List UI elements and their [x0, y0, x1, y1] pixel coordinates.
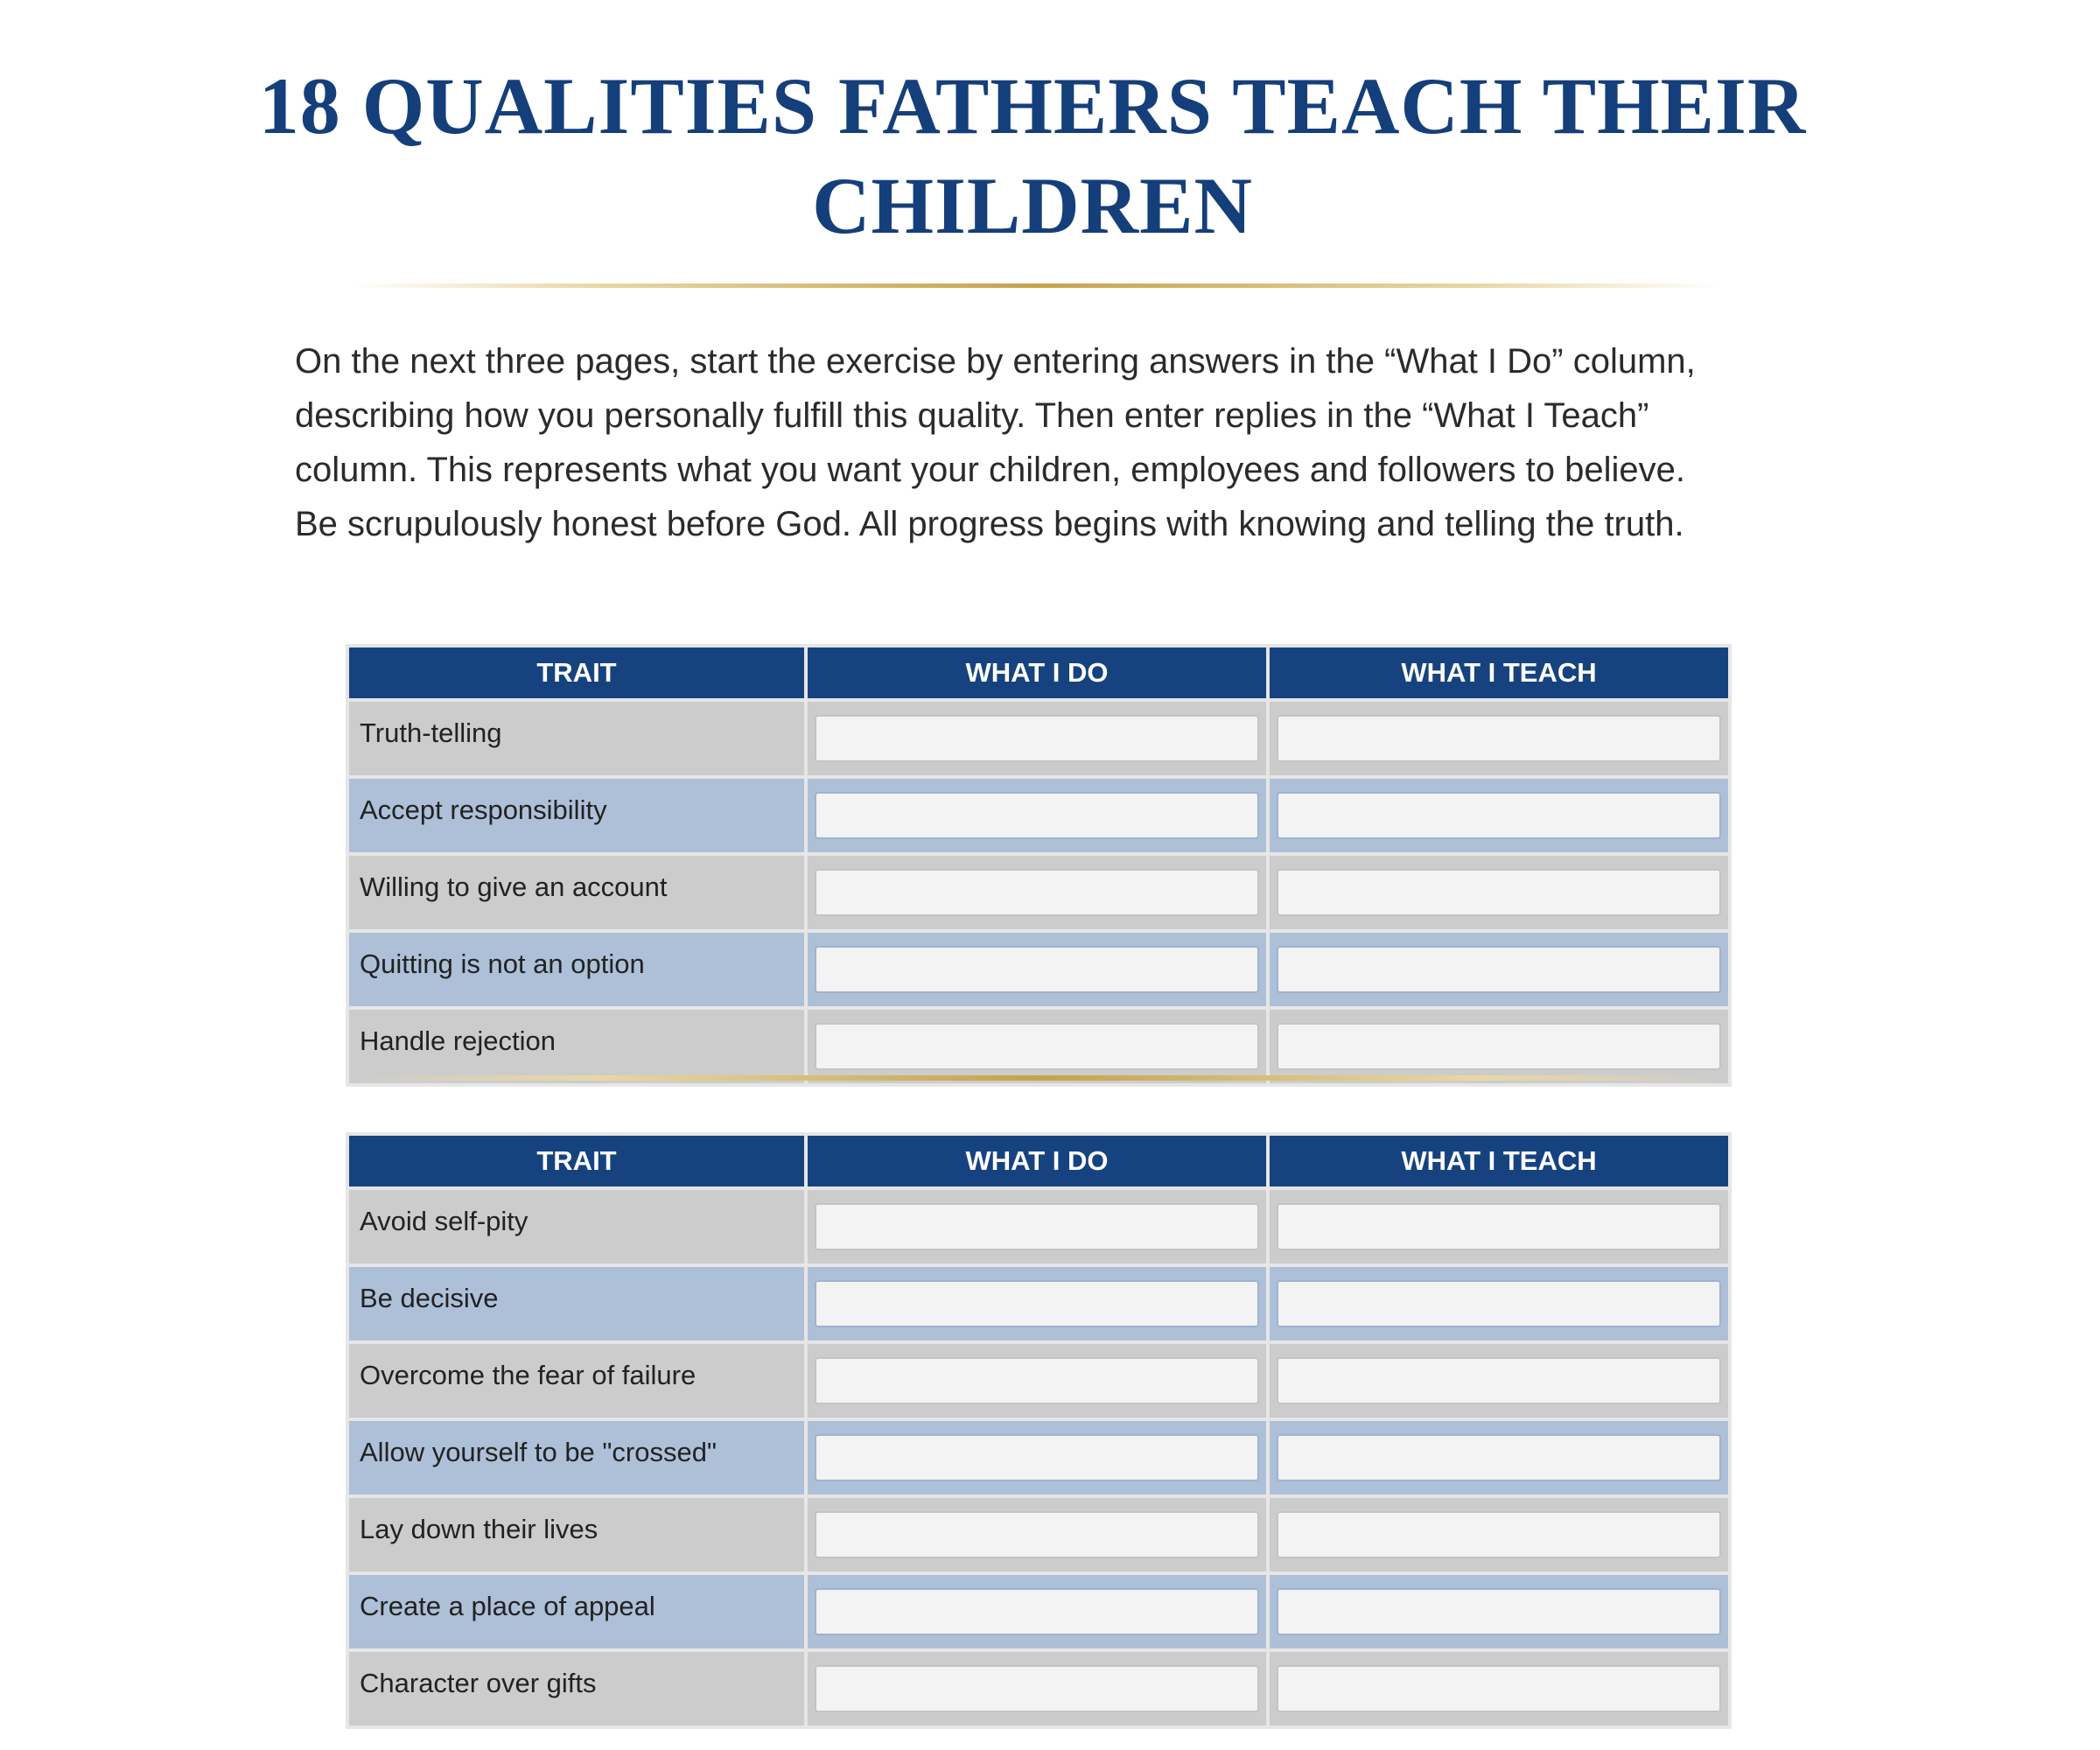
what-i-do-cell — [808, 1267, 1266, 1340]
table-row — [349, 1575, 1728, 1648]
what-i-do-cell — [808, 779, 1266, 852]
what-i-do-input[interactable] — [815, 1203, 1259, 1250]
what-i-teach-cell — [1270, 1498, 1728, 1572]
what-i-teach-cell — [1270, 1344, 1728, 1418]
what-i-do-input[interactable] — [815, 1280, 1259, 1327]
what-i-teach-cell — [1270, 1575, 1728, 1648]
what-i-teach-input[interactable] — [1277, 869, 1721, 916]
trait-label: Allow yourself to be "crossed" — [349, 1421, 804, 1494]
what-i-do-cell — [808, 1190, 1266, 1264]
trait-label: Lay down their lives — [349, 1498, 804, 1572]
what-i-do-cell — [808, 1344, 1266, 1418]
what-i-do-cell — [808, 856, 1266, 929]
table-header-row — [349, 1136, 1728, 1186]
table-header-row — [349, 648, 1728, 698]
trait-label: Willing to give an account — [349, 856, 804, 929]
what-i-teach-input[interactable] — [1277, 1511, 1721, 1558]
what-i-teach-cell — [1270, 856, 1728, 929]
trait-label: Character over gifts — [349, 1652, 804, 1726]
what-i-do-cell — [808, 933, 1266, 1006]
column-header-what-i-do: WHAT I DO — [808, 1136, 1266, 1186]
what-i-do-input[interactable] — [815, 715, 1259, 762]
table-row — [349, 1190, 1728, 1264]
column-header-what-i-do: WHAT I DO — [808, 648, 1266, 698]
what-i-do-input[interactable] — [815, 1511, 1259, 1558]
what-i-do-cell — [808, 1498, 1266, 1572]
table-row — [349, 1267, 1728, 1340]
table-row — [349, 1498, 1728, 1572]
table-row — [349, 779, 1728, 852]
what-i-teach-input[interactable] — [1277, 1023, 1721, 1070]
intro-line: describing how you personally fulfill this quality. Then enter replies in the “What I Teach” — [295, 396, 1649, 435]
what-i-teach-cell — [1270, 933, 1728, 1006]
trait-label: Handle rejection — [349, 1010, 804, 1083]
table-row — [349, 856, 1728, 929]
intro-paragraph — [295, 334, 1774, 551]
what-i-teach-cell — [1270, 1010, 1728, 1083]
column-header-what-i-teach: WHAT I TEACH — [1270, 1136, 1728, 1186]
trait-label: Accept responsibility — [349, 779, 804, 852]
what-i-do-input[interactable] — [815, 1023, 1259, 1070]
intro-line: On the next three pages, start the exercise by entering answers in the “What I Do” column, — [295, 342, 1696, 381]
trait-label: Truth-telling — [349, 702, 804, 775]
what-i-teach-cell — [1270, 1421, 1728, 1494]
what-i-teach-input[interactable] — [1277, 792, 1721, 839]
traits-table-1 — [346, 644, 1732, 1087]
column-header-trait: TRAIT — [349, 648, 804, 698]
what-i-teach-input[interactable] — [1277, 946, 1721, 993]
trait-label: Overcome the fear of failure — [349, 1344, 804, 1418]
what-i-teach-input[interactable] — [1277, 1280, 1721, 1327]
what-i-do-input[interactable] — [815, 869, 1259, 916]
table-row — [349, 933, 1728, 1006]
trait-label: Create a place of appeal — [349, 1575, 804, 1648]
what-i-do-cell — [808, 1652, 1266, 1726]
what-i-teach-input[interactable] — [1277, 715, 1721, 762]
intro-line: Be scrupulously honest before God. All progress begins with knowing and telling the truth. — [295, 505, 1684, 543]
table-row — [349, 1344, 1728, 1418]
what-i-do-input[interactable] — [815, 792, 1259, 839]
intro-line: column. This represents what you want your children, employees and followers to believe. — [295, 451, 1685, 489]
title-divider — [350, 284, 1724, 288]
what-i-teach-cell — [1270, 702, 1728, 775]
what-i-do-cell — [808, 1575, 1266, 1648]
what-i-teach-input[interactable] — [1277, 1203, 1721, 1250]
what-i-teach-cell — [1270, 1267, 1728, 1340]
what-i-do-input[interactable] — [815, 946, 1259, 993]
what-i-do-input[interactable] — [815, 1665, 1259, 1712]
what-i-teach-cell — [1270, 1190, 1728, 1264]
what-i-teach-input[interactable] — [1277, 1357, 1721, 1404]
what-i-teach-input[interactable] — [1277, 1434, 1721, 1481]
what-i-do-input[interactable] — [815, 1357, 1259, 1404]
what-i-teach-input[interactable] — [1277, 1588, 1721, 1635]
what-i-do-cell — [808, 1010, 1266, 1083]
traits-table-2 — [346, 1132, 1732, 1729]
column-header-trait: TRAIT — [349, 1136, 804, 1186]
what-i-teach-input[interactable] — [1277, 1665, 1721, 1712]
what-i-do-cell — [808, 702, 1266, 775]
table-row — [349, 1010, 1728, 1083]
table-row — [349, 1652, 1728, 1726]
what-i-do-input[interactable] — [815, 1434, 1259, 1481]
what-i-teach-cell — [1270, 1652, 1728, 1726]
what-i-do-input[interactable] — [815, 1588, 1259, 1635]
section-divider — [346, 1075, 1728, 1081]
table-row — [349, 702, 1728, 775]
what-i-do-cell — [808, 1421, 1266, 1494]
trait-label: Quitting is not an option — [349, 933, 804, 1006]
what-i-teach-cell — [1270, 779, 1728, 852]
trait-label: Avoid self-pity — [349, 1190, 804, 1264]
page-title: 18 QUALITIES FATHERS TEACH THEIR CHILDREN — [258, 61, 1807, 250]
column-header-what-i-teach: WHAT I TEACH — [1270, 648, 1728, 698]
table-row — [349, 1421, 1728, 1494]
trait-label: Be decisive — [349, 1267, 804, 1340]
